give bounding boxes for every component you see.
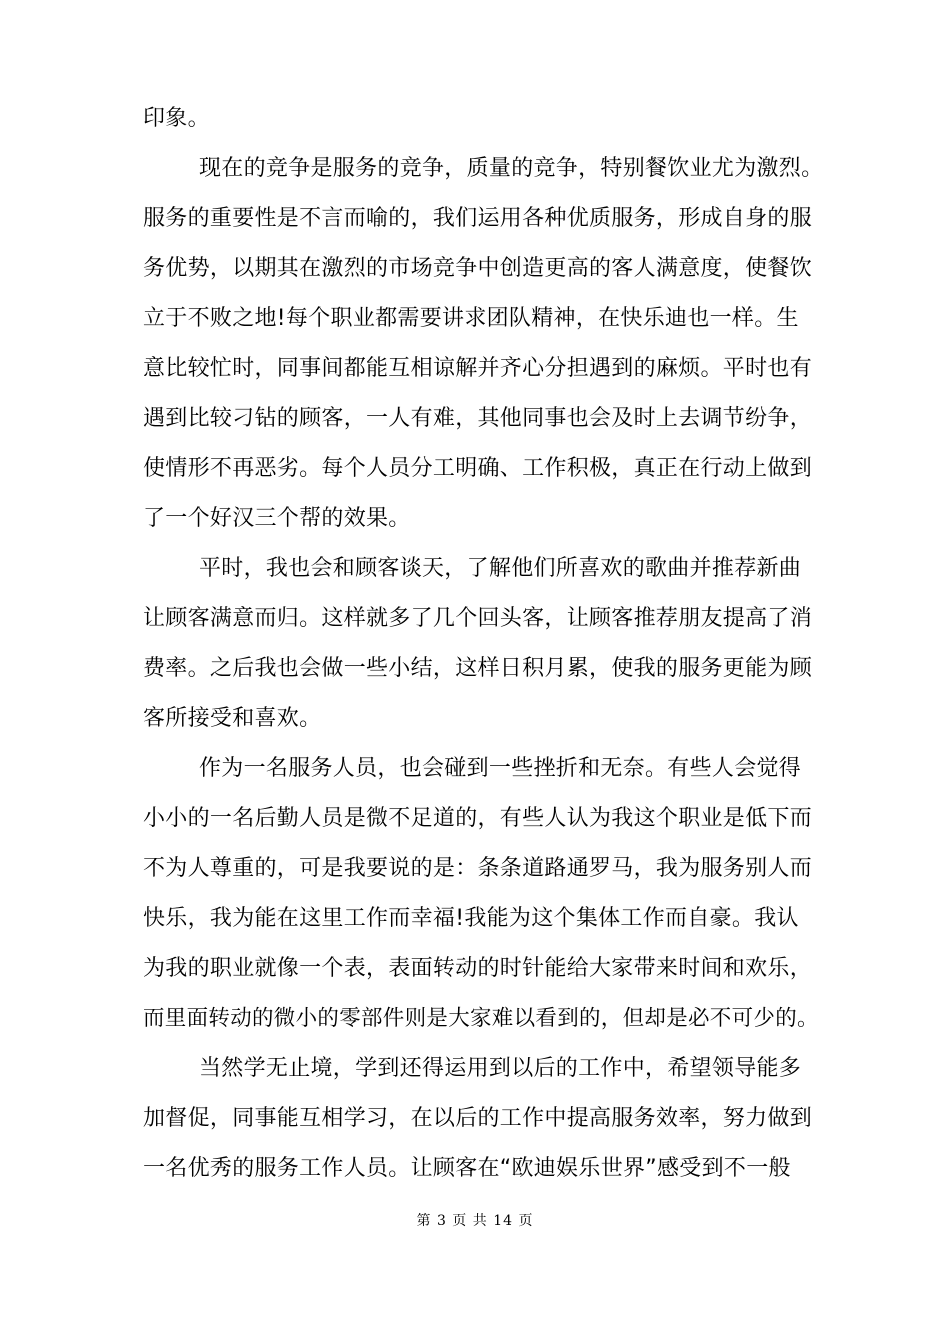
text-line: 为我的职业就像一个表，表面转动的时针能给大家带来时间和欢乐，	[143, 956, 813, 981]
paragraph-first-line: 当然学无止境，学到还得运用到以后的工作中，希望领导能多	[199, 1056, 802, 1081]
text-line: 小小的一名后勤人员是微不足道的，有些人认为我这个职业是低下而	[143, 806, 813, 831]
text-line: 意比较忙时，同事间都能互相谅解并齐心分担遇到的麻烦。平时也有	[143, 356, 813, 381]
text-line: 一名优秀的服务工作人员。让顾客在“欧迪娱乐世界”感受到不一般	[143, 1156, 791, 1181]
paragraph-first-line: 现在的竞争是服务的竞争，质量的竞争，特别餐饮业尤为激烈。	[199, 156, 824, 181]
text-line: 服务的重要性是不言而喻的，我们运用各种优质服务，形成自身的服	[143, 206, 813, 231]
text-line: 遇到比较刁钻的顾客，一人有难，其他同事也会及时上去调节纷争，	[143, 406, 813, 431]
text-line: 费率。之后我也会做一些小结，这样日积月累，使我的服务更能为顾	[143, 656, 813, 681]
page-number-footer: 第 3 页 共 14 页	[416, 1213, 534, 1229]
text-line: 客所接受和喜欢。	[143, 706, 322, 731]
text-line: 不为人尊重的，可是我要说的是：条条道路通罗马，我为服务别人而	[143, 856, 813, 881]
text-line: 立于不败之地!每个职业都需要讲求团队精神，在快乐迪也一样。生	[143, 306, 799, 331]
paragraph-first-line: 作为一名服务人员，也会碰到一些挫折和无奈。有些人会觉得	[199, 756, 802, 781]
text-line: 而里面转动的微小的零部件则是大家难以看到的，但却是必不可少的。	[143, 1006, 819, 1031]
text-line: 务优势，以期其在激烈的市场竞争中创造更高的客人满意度，使餐饮	[143, 256, 813, 281]
text-line: 了一个好汉三个帮的效果。	[143, 506, 411, 531]
paragraph-first-line: 平时，我也会和顾客谈天，了解他们所喜欢的歌曲并推荐新曲	[199, 556, 802, 581]
text-line: 使情形不再恶劣。每个人员分工明确、工作积极，真正在行动上做到	[143, 456, 813, 481]
text-line: 加督促，同事能互相学习，在以后的工作中提高服务效率，努力做到	[143, 1106, 813, 1131]
text-line: 快乐，我为能在这里工作而幸福!我能为这个集体工作而自豪。我认	[143, 906, 799, 931]
text-line: 让顾客满意而归。这样就多了几个回头客，让顾客推荐朋友提高了消	[143, 606, 813, 631]
text-line: 印象。	[143, 106, 210, 131]
